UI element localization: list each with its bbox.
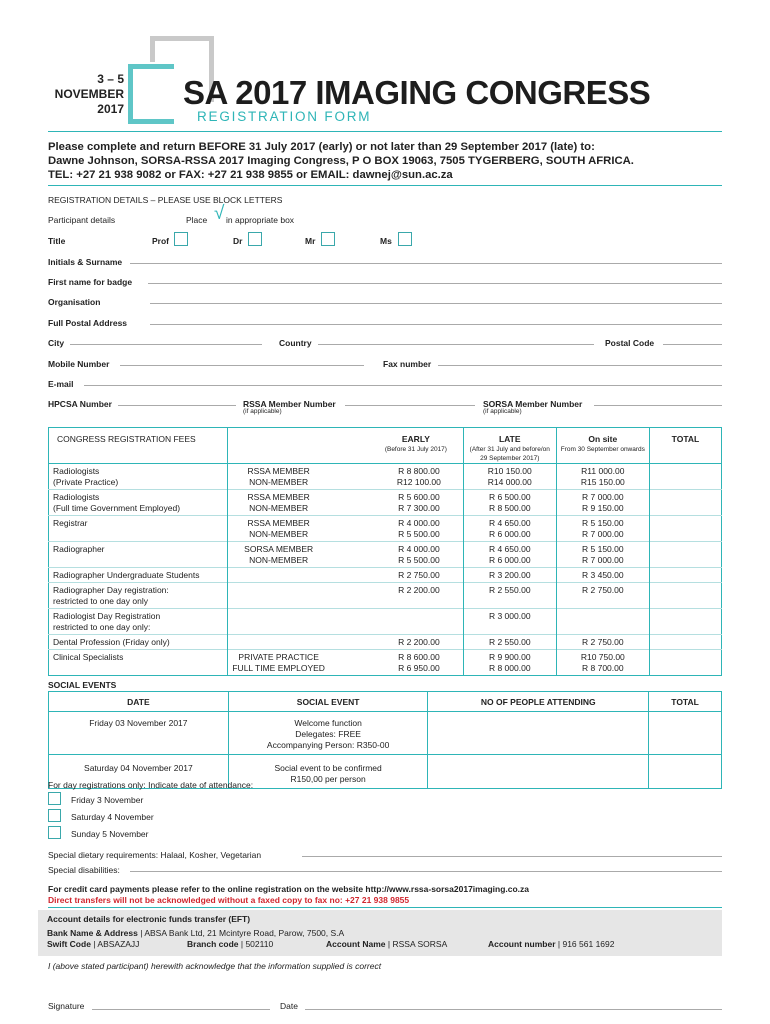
- intro-text: [48, 140, 634, 182]
- title-prof-checkbox[interactable]: [174, 232, 188, 246]
- social-row: Saturday 04 November 2017 Social event to be confirmed R150,00 per person: [49, 755, 722, 789]
- logo-teal-bracket: [128, 64, 174, 124]
- hpcsa-label: HPCSA Number: [48, 399, 112, 409]
- initials-field[interactable]: [130, 263, 722, 264]
- logo-grey-stub: [150, 36, 155, 62]
- fees-row: Dental Profession (Friday only) R 2 200.00 R 2 550.00 R 2 750.00: [49, 635, 722, 650]
- badge-field[interactable]: [148, 283, 722, 284]
- rssa-member-label: RSSA Member Number: [243, 399, 336, 409]
- fax-field[interactable]: [438, 365, 722, 366]
- fees-header-onsite: On site From 30 September onwards: [556, 428, 649, 464]
- payment-divider: [48, 907, 722, 908]
- social-heading: SOCIAL EVENTS: [48, 680, 117, 690]
- fees-total-cell[interactable]: [649, 650, 721, 676]
- fees-total-cell[interactable]: [649, 516, 721, 542]
- page-subtitle: REGISTRATION FORM: [197, 109, 372, 124]
- city-label: City: [48, 338, 65, 348]
- sorsa-member-label: SORSA Member Number: [483, 399, 583, 409]
- intro-line1: Please complete and return BEFORE 31 July 2017 (early) or not later than 29 September 2017 (late) to:: [48, 141, 595, 153]
- social-row: Friday 03 November 2017 Welcome function Delegates: FREE Accompanying Person: R350-00: [49, 712, 722, 755]
- disabilities-label: Special disabilities:: [48, 865, 120, 875]
- fees-header-label: CONGRESS REGISTRATION FEES: [49, 428, 228, 464]
- congress-dates: [40, 72, 124, 117]
- initials-label: Initials & Surname: [48, 257, 123, 267]
- title-mr-checkbox[interactable]: [321, 232, 335, 246]
- day-friday-checkbox[interactable]: [48, 792, 61, 805]
- details-heading: REGISTRATION DETAILS – PLEASE USE BLOCK LETTERS: [48, 195, 283, 205]
- day-saturday-checkbox[interactable]: [48, 809, 61, 822]
- in-box-label: in appropriate box: [226, 215, 295, 225]
- intro-divider: [48, 185, 722, 186]
- page-title: SA 2017 IMAGING CONGRESS: [183, 74, 651, 111]
- social-header-row: [49, 692, 722, 712]
- social-total-field[interactable]: [649, 755, 722, 789]
- fees-total-cell[interactable]: [649, 609, 721, 635]
- postal-address-label: Full Postal Address: [48, 318, 128, 328]
- social-col-attending: NO OF PEOPLE ATTENDING: [428, 692, 649, 712]
- dietary-label: Special dietary requirements: Halaal, Kosher, Vegetarian: [48, 850, 262, 860]
- account-heading: Account details for electronic funds transfer (EFT): [47, 914, 251, 924]
- fees-row: Radiographer SORSA MEMBER NON-MEMBER R 4 000.00 R 5 500.00 R 4 650.00 R 6 000.00 R 5 150.00 R 7 000.00: [49, 542, 722, 568]
- signature-label: Signature: [48, 1001, 85, 1011]
- day-sunday-checkbox[interactable]: [48, 826, 61, 839]
- check-mark-icon: √: [214, 203, 225, 224]
- fees-total-cell[interactable]: [649, 583, 721, 609]
- organisation-label: Organisation: [48, 297, 101, 307]
- fees-total-cell[interactable]: [649, 542, 721, 568]
- acknowledge-text: I (above stated participant) herewith acknowledge that the information supplied is correct: [48, 961, 382, 971]
- day-friday-label: Friday 3 November: [71, 795, 144, 805]
- organisation-field[interactable]: [150, 303, 722, 304]
- rssa-member-field[interactable]: [345, 405, 475, 406]
- social-table: [48, 691, 722, 789]
- country-label: Country: [279, 338, 312, 348]
- fees-table: [48, 427, 722, 676]
- signature-field[interactable]: [92, 1009, 270, 1010]
- credit-card-note: For credit card payments please refer to the online registration on the website http://www.rssa-sorsa2017imaging.co.za: [48, 884, 530, 894]
- date-field[interactable]: [305, 1009, 722, 1010]
- postal-address-field[interactable]: [150, 324, 722, 325]
- title-mr-label: Mr: [305, 236, 316, 246]
- fees-row: Clinical Specialists PRIVATE PRACTICE FULL TIME EMPLOYED R 8 600.00 R 6 950.00 R 9 900.00 R 8 000.00 R10 750.00 R 8 700.00: [49, 650, 722, 676]
- day-sunday-label: Sunday 5 November: [71, 829, 149, 839]
- fees-total-cell[interactable]: [649, 464, 721, 490]
- fees-header-early: EARLY (Before 31 July 2017): [329, 428, 463, 464]
- dates-range: 3 – 5: [97, 72, 124, 86]
- intro-line3: TEL: +27 21 938 9082 or FAX: +27 21 938 9855 or EMAIL: dawnej@sun.ac.za: [48, 169, 453, 181]
- social-col-total: TOTAL: [649, 692, 722, 712]
- title-ms-checkbox[interactable]: [398, 232, 412, 246]
- fees-total-cell[interactable]: [649, 490, 721, 516]
- fees-total-cell[interactable]: [649, 635, 721, 650]
- dietary-field[interactable]: [302, 856, 722, 857]
- title-dr-checkbox[interactable]: [248, 232, 262, 246]
- country-field[interactable]: [318, 344, 594, 345]
- participant-label: Participant details: [48, 215, 116, 225]
- postal-code-label: Postal Code: [605, 338, 655, 348]
- disabilities-field[interactable]: [130, 871, 722, 872]
- fees-header-total: TOTAL: [649, 428, 721, 464]
- mobile-label: Mobile Number: [48, 359, 110, 369]
- social-col-event: SOCIAL EVENT: [228, 692, 428, 712]
- fees-header-late: LATE (After 31 July and before/on 29 September 2017): [463, 428, 556, 464]
- fees-header-row: [49, 428, 722, 464]
- fees-row: Radiologists (Private Practice) RSSA MEMBER NON-MEMBER R 8 800.00 R12 100.00 R10 150.00 R14 000.00 R11 000.00 R15 150.00: [49, 464, 722, 490]
- dates-year: 2017: [97, 102, 124, 116]
- fees-row: Radiographer Undergraduate Students R 2 750.00 R 3 200.00 R 3 450.00: [49, 568, 722, 583]
- title-label: Title: [48, 236, 66, 246]
- social-attending-field[interactable]: [428, 712, 649, 755]
- header-divider: [48, 131, 722, 132]
- social-total-field[interactable]: [649, 712, 722, 755]
- email-label: E-mail: [48, 379, 74, 389]
- hpcsa-field[interactable]: [118, 405, 236, 406]
- title-ms-label: Ms: [380, 236, 392, 246]
- badge-label: First name for badge: [48, 277, 133, 287]
- city-field[interactable]: [70, 344, 262, 345]
- sorsa-if-applicable: (if applicable): [483, 408, 522, 415]
- mobile-field[interactable]: [120, 365, 364, 366]
- social-attending-field[interactable]: [428, 755, 649, 789]
- direct-transfer-note: Direct transfers will not be acknowledged without a faxed copy to fax no: +27 21 938 9855: [48, 895, 410, 905]
- email-field[interactable]: [84, 385, 722, 386]
- rssa-if-applicable: (if applicable): [243, 408, 282, 415]
- fax-label: Fax number: [383, 359, 432, 369]
- day-reg-prompt: For day registrations only: Indicate date of attendance:: [48, 780, 254, 790]
- postal-code-field[interactable]: [663, 344, 722, 345]
- sorsa-member-field[interactable]: [594, 405, 722, 406]
- social-col-date: DATE: [49, 692, 229, 712]
- fees-row: Radiographer Day registration: restricted to one day only R 2 200.00 R 2 550.00 R 2 750.00: [49, 583, 722, 609]
- day-saturday-label: Saturday 4 November: [71, 812, 154, 822]
- dates-month: NOVEMBER: [54, 87, 124, 101]
- title-dr-label: Dr: [233, 236, 243, 246]
- fees-total-cell[interactable]: [649, 568, 721, 583]
- account-details-panel: Account details for electronic funds transfer (EFT) Bank Name & Address | ABSA Bank Ltd, 21 Mcintyre Road, Parow, 7500, S.A Swift Code | ABSAZAJJ Branch code | 502110 Account Name | RSSA SORSA Account number | 916 561 1692: [38, 910, 722, 956]
- fees-row: Registrar RSSA MEMBER NON-MEMBER R 4 000.00 R 5 500.00 R 4 650.00 R 6 000.00 R 5 150.00 R 7 000.00: [49, 516, 722, 542]
- title-prof-label: Prof: [152, 236, 169, 246]
- date-label: Date: [280, 1001, 298, 1011]
- fees-row: Radiologists (Full time Government Employed) RSSA MEMBER NON-MEMBER R 5 600.00 R 7 300.00 R 6 500.00 R 8 500.00 R 7 000.00 R 9 150.00: [49, 490, 722, 516]
- intro-line2: Dawne Johnson, SORSA-RSSA 2017 Imaging Congress, P O BOX 19063, 7505 TYGERBERG, SOUTH AFRICA.: [48, 155, 634, 167]
- fees-header-blank: [228, 428, 329, 464]
- place-label: Place: [186, 215, 208, 225]
- fees-row: Radiologist Day Registration restricted to one day only: R 3 000.00: [49, 609, 722, 635]
